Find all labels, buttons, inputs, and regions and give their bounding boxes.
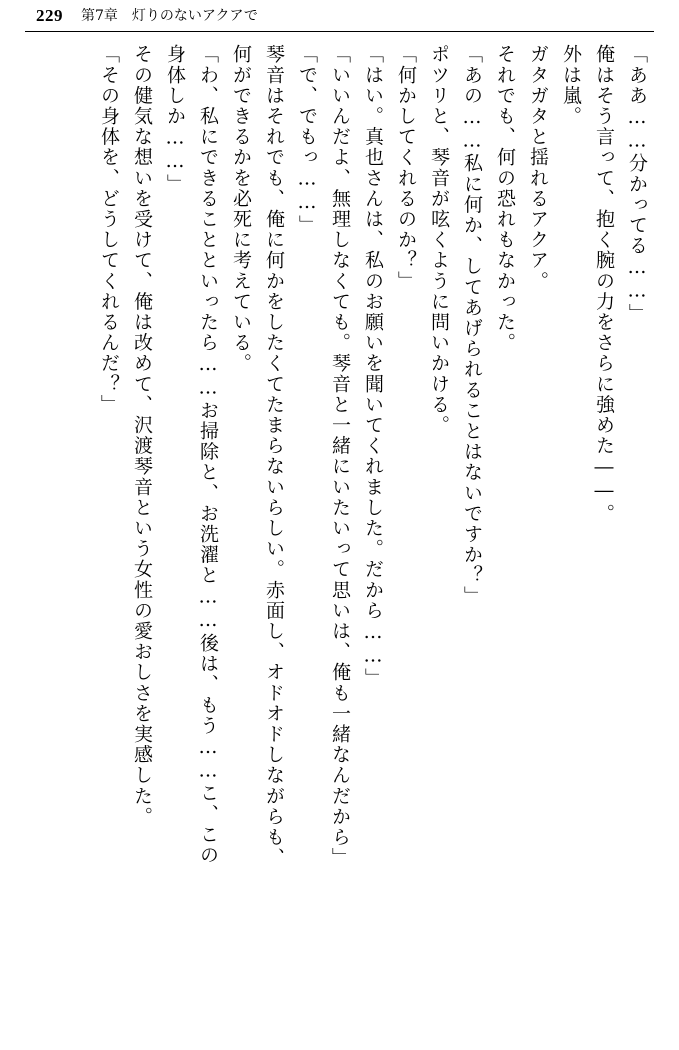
text-line: 「わ、私にできることといったら……お掃除と、お洗濯と……後は、もう……こ、この (197, 44, 219, 866)
text-line: 「ああ……分かってる……」 (626, 44, 648, 324)
text-line: 俺はそう言って、抱く腕の力をさらに強めた――。 (593, 44, 615, 524)
text-line: 琴音はそれでも、俺に何かをしたくてたまらないらしい。赤面し、オドオドしながらも、 (263, 44, 285, 868)
page-header (0, 0, 679, 34)
text-line: ガタガタと揺れるアクア。 (527, 44, 549, 292)
text-line: 「その身体を、どうしてくれるんだ？」 (98, 44, 120, 415)
text-line: それでも、何の恐れもなかった。 (494, 44, 516, 353)
text-line: その健気な想いを受けて、俺は改めて、沢渡琴音という女性の愛おしさを実感した。 (131, 44, 153, 827)
header-divider (25, 31, 654, 32)
text-line: ポツリと、琴音が呟くように問いかける。 (428, 44, 450, 436)
vertical-text-block (92, 44, 653, 1029)
text-line: 「で、でもっ……」 (296, 44, 318, 236)
text-line: 外は嵐。 (560, 44, 582, 127)
page-body (26, 44, 653, 1034)
chapter-title: 第7章 灯りのないアクアで (81, 8, 258, 24)
text-line: 「何かしてくれるのか？」 (395, 44, 417, 292)
text-line: 「いいんだよ、無理しなくても。琴音と一緒にいたいって思いは、俺も一緒なんだから」 (329, 44, 351, 868)
text-line: 何ができるかを必死に考えている。 (230, 44, 252, 374)
text-line: 「あの……私に何か、してあげられることはないですか？」 (461, 44, 483, 607)
text-line: 身体しか……」 (164, 44, 186, 195)
page-number: 229 (36, 6, 63, 25)
text-line: 「はい。真也さんは、私のお願いを聞いてくれました。だから……」 (362, 44, 384, 689)
